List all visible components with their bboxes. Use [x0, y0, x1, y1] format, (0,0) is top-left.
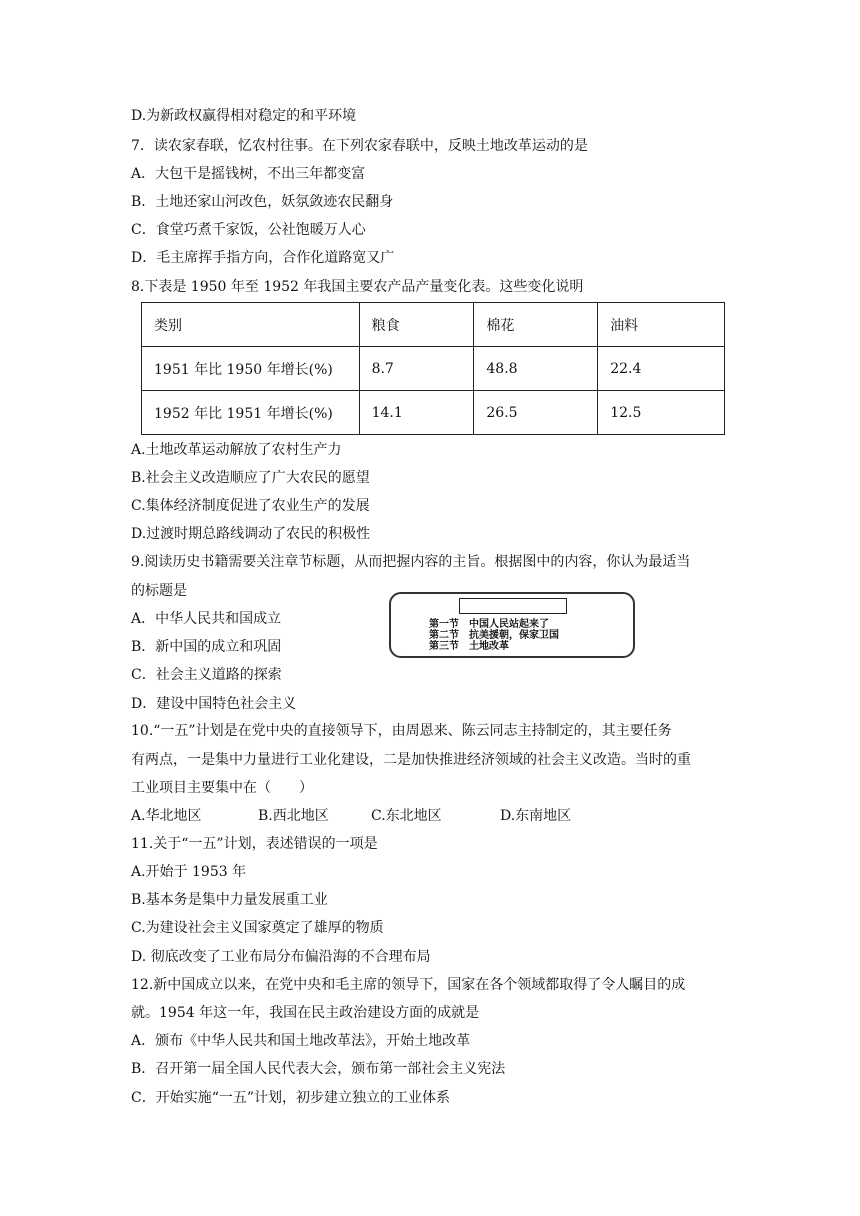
question-7: 7．读农家春联，忆农村往事。在下列农家春联中，反映土地改革运动的是: [131, 138, 588, 154]
table-row: [142, 347, 725, 391]
question-10-line-3: 工业项目主要集中在（ ）: [131, 780, 313, 796]
q11-option-c: C.为建设社会主义国家奠定了雄厚的物质: [131, 920, 384, 936]
table-header-row: [142, 303, 725, 347]
q7-option-b: B．土地还家山河改色，妖氛敛迹农民翻身: [131, 194, 394, 210]
question-12-line-1: 12.新中国成立以来，在党中央和毛主席的领导下，国家在各个领域都取得了令人瞩目的成: [131, 977, 686, 993]
q10-option-a: A.华北地区: [131, 808, 202, 824]
q8-option-b: B.社会主义改造顺应了广大农民的愿望: [131, 470, 370, 486]
q9-option-a: A．中华人民共和国成立: [131, 611, 282, 627]
table-cell: 22.4: [598, 347, 725, 391]
q7-option-c: C．食堂巧煮千家饭，公社饱暖万人心: [131, 222, 366, 238]
table-cell: 棉花: [474, 303, 598, 347]
table-cell: 14.1: [359, 391, 474, 435]
q8-option-a: A.土地改革运动解放了农村生产力: [131, 442, 342, 458]
production-table: [141, 302, 725, 435]
question-10-line-2: 有两点，一是集中力量进行工业化建设，二是加快推进经济领域的社会主义改造。当时的重: [131, 752, 691, 768]
q10-option-b: B.西北地区: [258, 808, 329, 824]
question-9-line-2: 的标题是: [131, 583, 187, 599]
table-cell: 1951 年比 1950 年增长(%): [142, 347, 360, 391]
q9-option-c: C．社会主义道路的探索: [131, 667, 282, 683]
figure-section-2: 第二节 抗美援朝，保家卫国: [429, 630, 559, 641]
table-cell: 12.5: [598, 391, 725, 435]
q8-option-c: C.集体经济制度促进了农业生产的发展: [131, 498, 370, 514]
table-cell: 类别: [142, 303, 360, 347]
q12-option-c: C．开始实施“一五”计划，初步建立独立的工业体系: [131, 1090, 451, 1106]
figure-section-3: 第三节 土地改革: [429, 641, 509, 652]
chapter-figure: [389, 592, 635, 658]
table-cell: 粮食: [359, 303, 474, 347]
q7-option-d: D．毛主席挥手指方向，合作化道路宽又广: [131, 250, 395, 266]
figure-section-1: 第一节 中国人民站起来了: [429, 619, 549, 630]
q11-option-b: B.基本务是集中力量发展重工业: [131, 892, 328, 908]
q9-option-d: D．建设中国特色社会主义: [131, 696, 297, 712]
q10-option-c: C.东北地区: [371, 808, 442, 824]
q8-option-d: D.过渡时期总路线调动了农民的积极性: [131, 526, 371, 542]
q11-option-a: A.开始于 1953 年: [131, 864, 247, 880]
question-11: 11.关于“一五”计划，表述错误的一项是: [131, 836, 378, 852]
q10-option-d: D.东南地区: [500, 808, 572, 824]
question-10-line-1: 10.“一五”计划是在党中央的直接领导下，由周恩来、陈云同志主持制定的，其主要任务: [131, 723, 672, 739]
blank-title-box: [459, 598, 567, 614]
table-cell: 8.7: [359, 347, 474, 391]
question-9-line-1: 9.阅读历史书籍需要关注章节标题，从而把握内容的主旨。根据图中的内容，你认为最适当: [131, 554, 691, 570]
q9-option-b: B．新中国的成立和巩固: [131, 639, 282, 655]
q12-option-b: B．召开第一届全国人民代表大会，颁布第一部社会主义宪法: [131, 1061, 506, 1077]
table-row: [142, 391, 725, 435]
q11-option-d: D. 彻底改变了工业布局分布偏沿海的不合理布局: [131, 949, 431, 965]
question-8: 8.下表是 1950 年至 1952 年我国主要农产品产量变化表。这些变化说明: [131, 279, 584, 295]
table-cell: 26.5: [474, 391, 598, 435]
q7-option-a: A．大包干是摇钱树，不出三年都变富: [131, 166, 366, 182]
table-cell: 48.8: [474, 347, 598, 391]
question-12-line-2: 就。1954 年这一年，我国在民主政治建设方面的成就是: [131, 1005, 480, 1021]
q10-options: [131, 806, 571, 826]
table-cell: 油料: [598, 303, 725, 347]
q6-option-d: D.为新政权赢得相对稳定的和平环境: [131, 108, 357, 124]
table-cell: 1952 年比 1951 年增长(%): [142, 391, 360, 435]
q12-option-a: A．颁布《中华人民共和国土地改革法》，开始土地改革: [131, 1033, 471, 1049]
